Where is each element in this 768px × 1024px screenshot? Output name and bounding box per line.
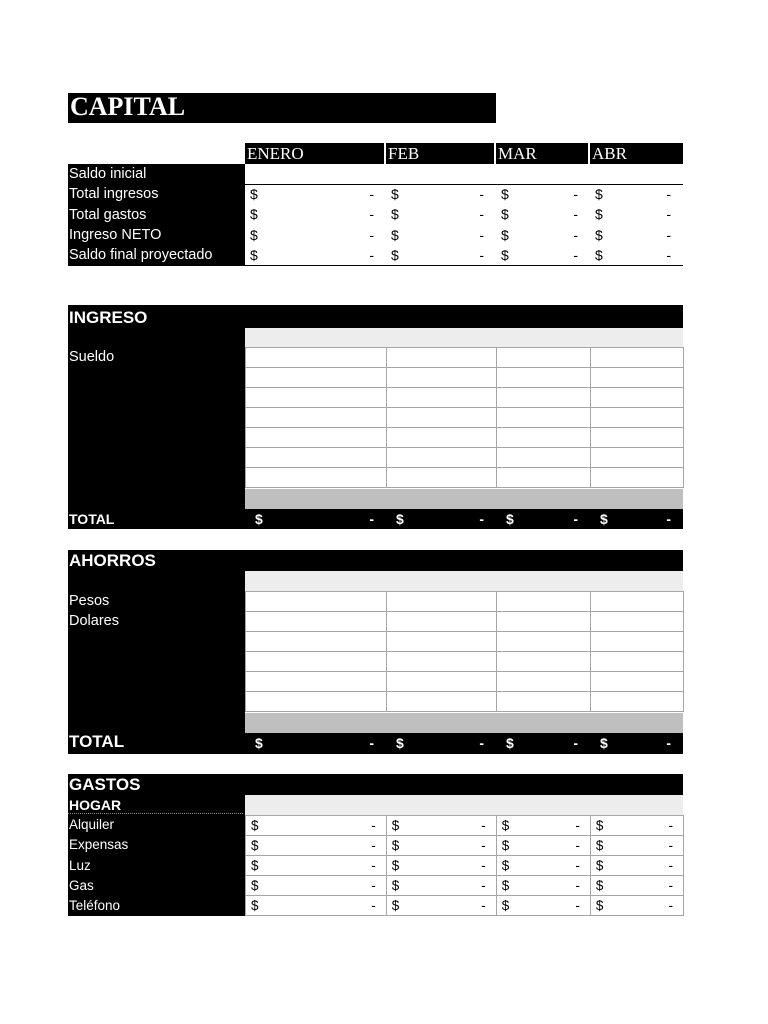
cell-value: - [573, 735, 578, 751]
currency-symbol: $ [595, 818, 604, 833]
input-cell[interactable] [386, 348, 496, 368]
ingreso-total-cell[interactable] [590, 509, 683, 529]
ingreso-total-label: TOTAL [69, 511, 115, 527]
cell-value: - [573, 511, 578, 527]
currency-symbol: $ [391, 898, 400, 913]
gastos-header-band [68, 774, 683, 795]
input-cell[interactable] [386, 408, 496, 428]
ingreso-title: INGRESO [69, 308, 148, 327]
ingreso-grid-row [246, 368, 684, 388]
currency-symbol: $ [391, 206, 399, 222]
input-cell[interactable] [246, 388, 387, 408]
input-cell[interactable] [496, 448, 590, 468]
input-cell[interactable] [590, 692, 683, 712]
input-cell[interactable] [246, 652, 387, 672]
currency-symbol: $ [506, 511, 514, 527]
ahorros-grid-row [246, 672, 684, 692]
ahorros-title: AHORROS [69, 551, 156, 570]
currency-symbol: $ [595, 186, 603, 202]
ingreso-grid-row [246, 348, 684, 368]
ingreso-grid-row [246, 408, 684, 428]
input-cell[interactable] [246, 408, 387, 428]
currency-symbol: $ [595, 247, 603, 263]
summary-cell[interactable] [386, 184, 496, 204]
gastos-row-label: Alquiler [69, 817, 115, 832]
gastos-cell[interactable] [246, 896, 387, 916]
summary-label-saldo-inicial: Saldo inicial [69, 166, 147, 182]
gastos-row-label: Gas [69, 877, 94, 893]
currency-symbol: $ [391, 227, 399, 243]
currency-symbol: $ [600, 735, 608, 751]
input-cell[interactable] [496, 672, 590, 692]
input-cell[interactable] [590, 468, 683, 488]
input-cell[interactable] [386, 632, 496, 652]
currency-symbol: $ [595, 206, 603, 222]
ahorros-total-cell[interactable] [386, 733, 496, 753]
input-cell[interactable] [386, 592, 496, 612]
cell-value: - [371, 818, 376, 833]
cell-value: - [371, 858, 376, 873]
input-cell[interactable] [590, 612, 683, 632]
ahorros-grid-row [246, 692, 684, 712]
input-cell[interactable] [496, 368, 590, 388]
cell-value: - [369, 186, 374, 202]
currency-symbol: $ [391, 186, 399, 202]
cell-value: - [666, 186, 671, 202]
input-cell[interactable] [246, 632, 387, 652]
gastos-grid-row [246, 876, 684, 896]
currency-symbol: $ [501, 206, 509, 222]
summary-cell[interactable] [386, 225, 496, 245]
summary-cell[interactable] [590, 225, 683, 245]
cell-value: - [369, 511, 374, 527]
input-cell[interactable] [386, 468, 496, 488]
ingreso-total-band [245, 489, 683, 509]
summary-label-total-gastos: Total gastos [69, 207, 147, 223]
cell-value: - [479, 247, 484, 263]
cell-value: - [666, 247, 671, 263]
gastos-row-label: Luz [69, 857, 91, 873]
gastos-cell[interactable] [386, 856, 496, 876]
gastos-cell[interactable] [386, 836, 496, 856]
ingreso-grid-row [246, 468, 684, 488]
input-cell[interactable] [246, 368, 387, 388]
input-cell[interactable] [386, 652, 496, 672]
input-cell[interactable] [590, 632, 683, 652]
summary-label-saldo-final: Saldo final proyectado [69, 247, 213, 263]
summary-label-ingreso-neto: Ingreso NETO [69, 227, 162, 243]
summary-label-total-ingresos: Total ingresos [69, 186, 159, 202]
input-cell[interactable] [246, 672, 387, 692]
currency-symbol: $ [255, 735, 263, 751]
currency-symbol: $ [396, 735, 404, 751]
input-cell[interactable] [386, 388, 496, 408]
summary-cell[interactable] [245, 245, 386, 265]
sheet-title: CAPITAL [70, 92, 186, 121]
currency-symbol: $ [250, 227, 258, 243]
ahorros-grid-row [246, 592, 684, 612]
cell-value: - [479, 511, 484, 527]
cell-value: - [666, 206, 671, 222]
currency-symbol: $ [391, 247, 399, 263]
cell-value: - [479, 735, 484, 751]
ingreso-grid-row [246, 428, 684, 448]
input-cell[interactable] [496, 592, 590, 612]
summary-cell[interactable] [496, 245, 590, 265]
ingreso-total-cell[interactable] [245, 509, 386, 529]
cell-value: - [479, 227, 484, 243]
ahorros-total-cell[interactable] [245, 733, 386, 753]
input-cell[interactable] [246, 448, 387, 468]
month-header-enero: ENERO [245, 143, 386, 164]
cell-value: - [481, 838, 486, 853]
cell-value: - [668, 858, 673, 873]
currency-symbol: $ [251, 818, 259, 833]
cell-value: - [371, 898, 376, 913]
currency-symbol: $ [396, 511, 404, 527]
ingreso-total-cell[interactable] [386, 509, 496, 529]
gastos-grid [245, 815, 684, 916]
gastos-grid-row [246, 836, 684, 856]
ahorros-grid-row [246, 652, 684, 672]
gastos-cell[interactable] [386, 896, 496, 916]
currency-symbol: $ [391, 838, 400, 853]
cell-value: - [668, 878, 673, 893]
gastos-cell[interactable] [590, 816, 683, 836]
cell-value: - [481, 898, 486, 913]
gastos-cell[interactable] [386, 876, 496, 896]
cell-value: - [369, 247, 374, 263]
input-cell[interactable] [590, 592, 683, 612]
gastos-grid-row [246, 896, 684, 916]
cell-value: - [575, 858, 580, 873]
ahorros-grid-row [246, 632, 684, 652]
input-cell[interactable] [386, 692, 496, 712]
summary-cell[interactable] [386, 204, 496, 224]
input-cell[interactable] [496, 632, 590, 652]
ahorros-subheader-band [245, 571, 683, 591]
summary-cell[interactable] [245, 184, 386, 204]
input-cell[interactable] [496, 692, 590, 712]
cell-value: - [369, 735, 374, 751]
currency-symbol: $ [595, 858, 604, 873]
gastos-grid-row [246, 856, 684, 876]
currency-symbol: $ [251, 838, 259, 853]
gastos-grid-row [246, 816, 684, 836]
currency-symbol: $ [251, 898, 259, 913]
input-cell[interactable] [386, 672, 496, 692]
input-cell[interactable] [590, 428, 683, 448]
cell-value: - [481, 818, 486, 833]
cell-value: - [481, 858, 486, 873]
gastos-row-label: Teléfono [69, 898, 121, 914]
cell-value: - [371, 878, 376, 893]
input-cell[interactable] [496, 408, 590, 428]
input-cell[interactable] [590, 448, 683, 468]
currency-symbol: $ [250, 186, 258, 202]
ahorros-grid-row [246, 612, 684, 632]
input-cell[interactable] [496, 428, 590, 448]
ingreso-grid-row [246, 388, 684, 408]
ahorros-header-band [68, 550, 683, 571]
ingreso-total-cell[interactable] [496, 509, 590, 529]
currency-symbol: $ [501, 838, 510, 853]
input-cell[interactable] [496, 388, 590, 408]
gastos-cell[interactable] [496, 816, 590, 836]
gastos-cell[interactable] [590, 856, 683, 876]
currency-symbol: $ [600, 511, 608, 527]
hogar-underline [68, 813, 243, 814]
input-cell[interactable] [246, 592, 387, 612]
ahorros-total-label: TOTAL [69, 732, 125, 751]
gastos-cell[interactable] [590, 896, 683, 916]
currency-symbol: $ [255, 511, 263, 527]
currency-symbol: $ [391, 858, 400, 873]
currency-symbol: $ [501, 898, 510, 913]
summary-cell[interactable] [590, 245, 683, 265]
cell-value: - [573, 186, 578, 202]
input-cell[interactable] [590, 672, 683, 692]
cell-value: - [666, 511, 671, 527]
gastos-cell[interactable] [590, 836, 683, 856]
summary-bottom-line [245, 265, 683, 266]
ahorros-grid [245, 591, 684, 712]
input-cell[interactable] [386, 368, 496, 388]
gastos-cell[interactable] [496, 856, 590, 876]
cell-value: - [666, 735, 671, 751]
cell-value: - [668, 818, 673, 833]
cell-value: - [668, 838, 673, 853]
input-cell[interactable] [590, 348, 683, 368]
cell-value: - [573, 206, 578, 222]
summary-cell[interactable] [590, 204, 683, 224]
currency-symbol: $ [391, 878, 400, 893]
cell-value: - [371, 838, 376, 853]
summary-cell[interactable] [496, 204, 590, 224]
input-cell[interactable] [386, 612, 496, 632]
gastos-cell[interactable] [496, 876, 590, 896]
currency-symbol: $ [501, 818, 510, 833]
gastos-cell[interactable] [246, 856, 387, 876]
ingreso-subheader-band [245, 328, 683, 347]
currency-symbol: $ [595, 838, 604, 853]
cell-value: - [369, 206, 374, 222]
month-header-mar: MAR [496, 143, 590, 164]
cell-value: - [479, 206, 484, 222]
ingreso-grid-row [246, 448, 684, 468]
summary-cell[interactable] [590, 184, 683, 204]
ahorros-total-cell[interactable] [590, 733, 683, 753]
cell-value: - [575, 838, 580, 853]
gastos-subheader-band [245, 795, 683, 815]
cell-value: - [481, 878, 486, 893]
ahorros-total-cell[interactable] [496, 733, 590, 753]
summary-cell[interactable] [496, 225, 590, 245]
cell-value: - [668, 898, 673, 913]
gastos-cell[interactable] [246, 816, 387, 836]
currency-symbol: $ [501, 878, 510, 893]
month-header-abr: ABR [590, 143, 683, 164]
input-cell[interactable] [496, 348, 590, 368]
currency-symbol: $ [595, 878, 604, 893]
input-cell[interactable] [246, 428, 387, 448]
gastos-cell[interactable] [246, 876, 387, 896]
input-cell[interactable] [496, 468, 590, 488]
summary-labels [68, 164, 245, 266]
gastos-title: GASTOS [69, 775, 141, 794]
currency-symbol: $ [501, 227, 509, 243]
currency-symbol: $ [251, 858, 259, 873]
summary-cell[interactable] [245, 225, 386, 245]
currency-symbol: $ [251, 878, 259, 893]
input-cell[interactable] [496, 652, 590, 672]
input-cell[interactable] [386, 448, 496, 468]
currency-symbol: $ [501, 247, 509, 263]
input-cell[interactable] [590, 652, 683, 672]
cell-value: - [575, 818, 580, 833]
currency-symbol: $ [595, 227, 603, 243]
cell-value: - [575, 898, 580, 913]
ahorros-total-band [245, 713, 683, 733]
currency-symbol: $ [250, 247, 258, 263]
input-cell[interactable] [246, 348, 387, 368]
gastos-row-label: Expensas [69, 837, 129, 853]
ahorros-row-dolares: Dolares [69, 613, 119, 629]
gastos-cell[interactable] [496, 896, 590, 916]
cell-value: - [575, 878, 580, 893]
gastos-category-hogar: HOGAR [69, 797, 122, 813]
summary-cell[interactable] [496, 184, 590, 204]
input-cell[interactable] [246, 468, 387, 488]
cell-value: - [479, 186, 484, 202]
gastos-cell[interactable] [496, 836, 590, 856]
gastos-cell[interactable] [386, 816, 496, 836]
input-cell[interactable] [590, 408, 683, 428]
input-cell[interactable] [246, 612, 387, 632]
cell-value: - [573, 247, 578, 263]
cell-value: - [666, 227, 671, 243]
input-cell[interactable] [590, 368, 683, 388]
cell-value: - [573, 227, 578, 243]
summary-cell[interactable] [386, 245, 496, 265]
summary-cell[interactable] [245, 204, 386, 224]
ahorros-row-pesos: Pesos [69, 593, 110, 609]
month-header-feb: FEB [386, 143, 496, 164]
gastos-cell[interactable] [246, 836, 387, 856]
ingreso-grid [245, 347, 684, 488]
ingreso-header-band [68, 305, 683, 328]
currency-symbol: $ [595, 898, 604, 913]
input-cell[interactable] [246, 692, 387, 712]
input-cell[interactable] [590, 388, 683, 408]
currency-symbol: $ [250, 206, 258, 222]
input-cell[interactable] [386, 428, 496, 448]
ingreso-row-sueldo: Sueldo [69, 349, 115, 365]
input-cell[interactable] [496, 612, 590, 632]
currency-symbol: $ [506, 735, 514, 751]
currency-symbol: $ [501, 858, 510, 873]
currency-symbol: $ [391, 818, 400, 833]
gastos-cell[interactable] [590, 876, 683, 896]
cell-value: - [369, 227, 374, 243]
currency-symbol: $ [501, 186, 509, 202]
